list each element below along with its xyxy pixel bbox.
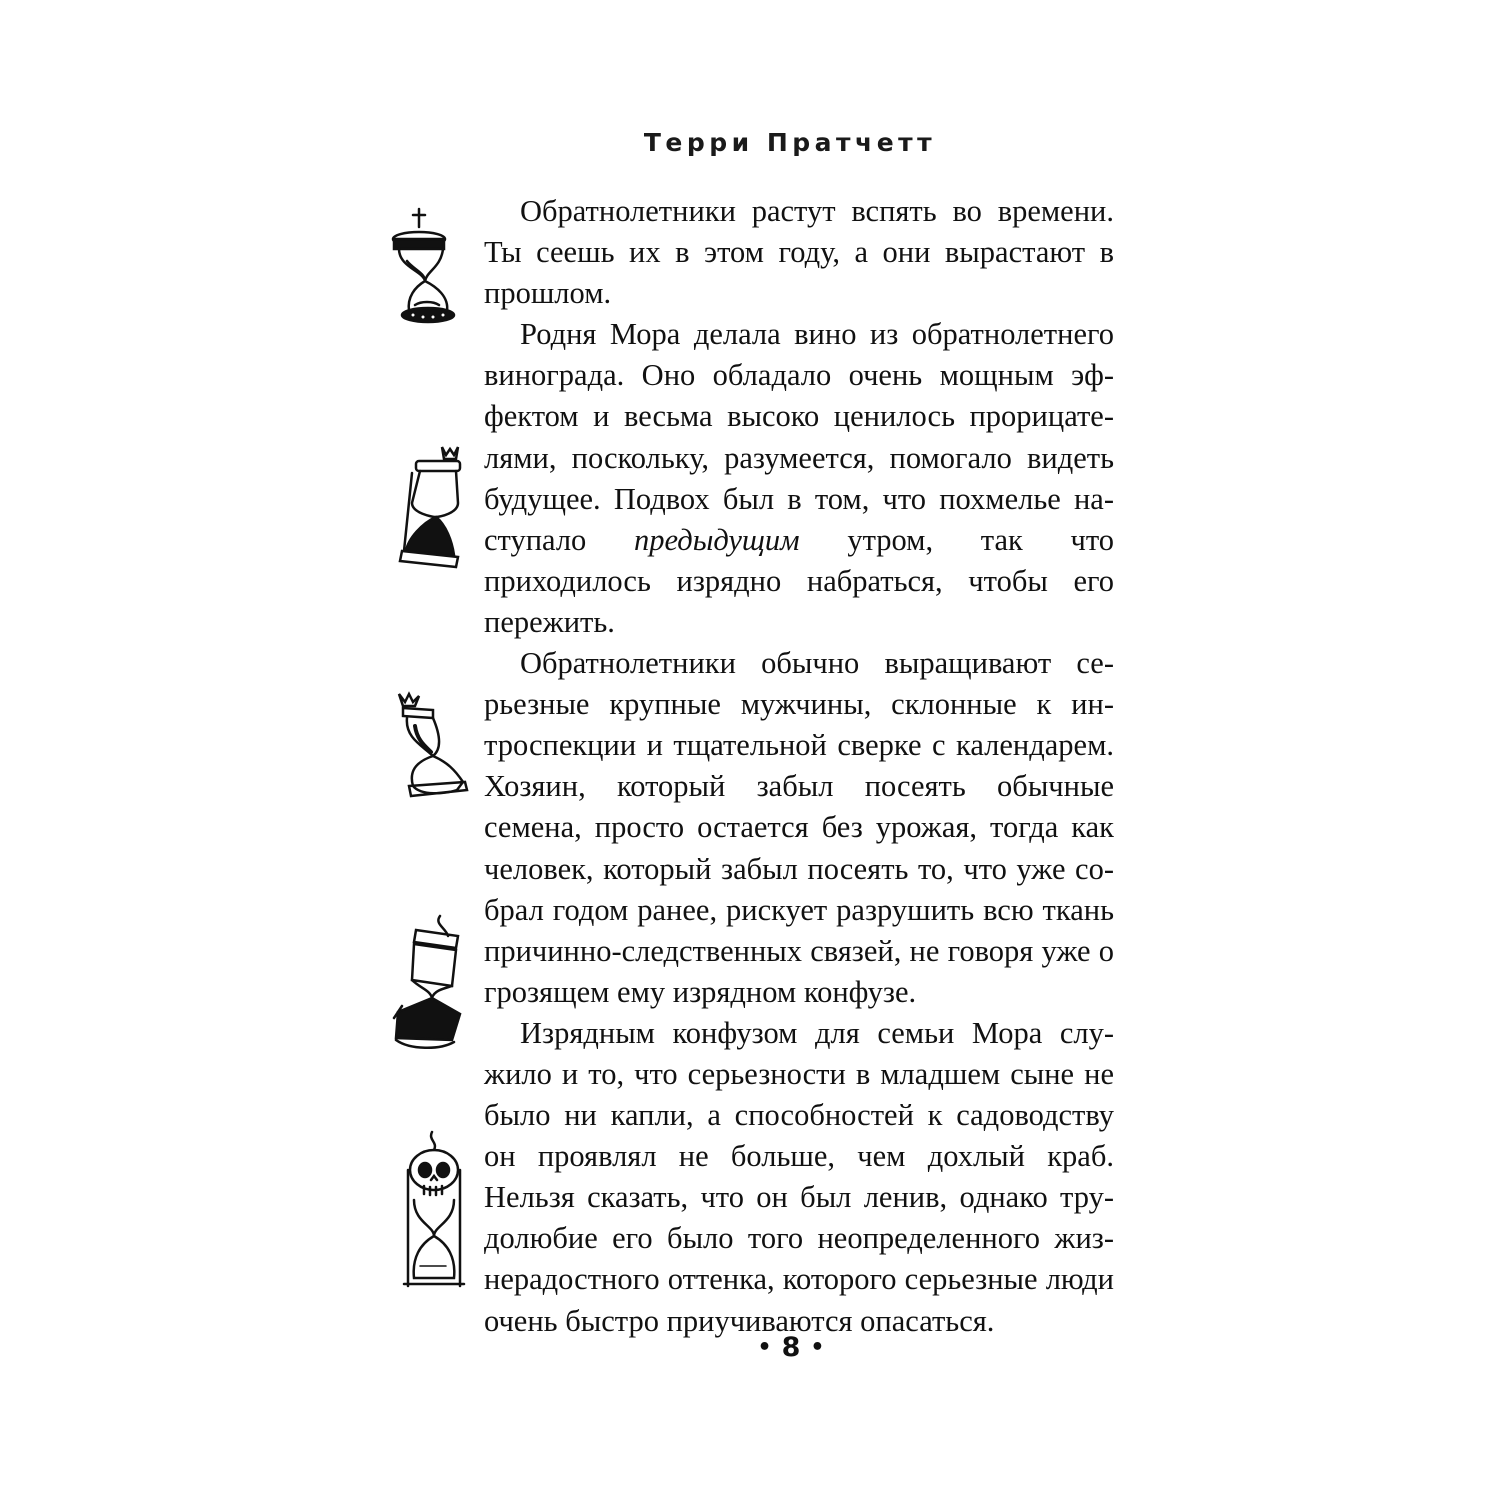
crowned-hourglass-icon xyxy=(392,443,472,573)
skull-hourglass-icon xyxy=(398,1130,470,1290)
toppled-hourglass-icon xyxy=(390,910,475,1058)
body-text xyxy=(484,191,1114,1342)
folio-dot: • xyxy=(757,1335,772,1360)
tilted-hourglass-icon xyxy=(393,686,473,811)
paragraph-text: Родня Мора делала вино из обратнолетнего винограда. Оно обладало очень мощным эффектом и весьма высоко ценилось прорицателями, поскольку, разумеется, помогало видеть будущее. Подвох был в том, что похмелье наступало xyxy=(484,317,1114,557)
paragraph: Изрядным конфузом для семьи Мора служило и то, что серьезности в младшем сыне не было ни капли, а способностей к садоводству он проявлял не больше, чем дохлый краб. Нельзя сказать, что он был ленив, однако трудолюбие его было того неопределенного жизнерадостного оттенка, которого серьезные люди очень быстро приучиваются опасаться. xyxy=(484,1015,1114,1338)
page-number xyxy=(0,1332,1500,1363)
hourglass-icon xyxy=(385,205,465,330)
folio-dot: • xyxy=(810,1335,825,1360)
paragraph xyxy=(484,314,1114,643)
paragraph: Обратнолетники обычно выращивают серьезные крупные мужчины, склонные к интроспекции и тщательной сверке с календарем. Хозяин, который забыл посеять обычные семена, просто остается без урожая, тогда как человек, который забыл посеять то, что уже собрал годом ранее, рискует разрушить всю ткань причинно-следственных связей, не говоря уже о грозящем ему изрядном конфузе. xyxy=(484,646,1114,1009)
page-number-value: 8 xyxy=(781,1332,801,1363)
paragraph: Обратнолетники растут вспять во времени. Ты сеешь их в этом году, а они вырастают в прошлом. xyxy=(484,194,1114,311)
paragraph-text: утром, так что приходилось изрядно набраться, чтобы его пережить. xyxy=(484,522,1115,639)
emphasis: предыдущим xyxy=(633,522,800,557)
running-head: Терри Пратчетт xyxy=(643,128,937,157)
